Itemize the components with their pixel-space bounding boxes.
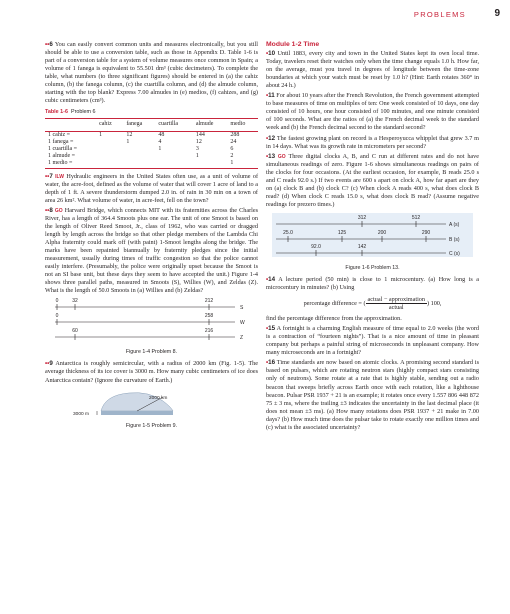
problem-16: •16 Time standards are now based on atomic clocks. A promising second standard is based on pulsars, which are rotating neutron stars (highly compact stars consisting only of neutrons). Some rotate at a rate that is highly stable, sending out a radio beacon that sweeps briefly across Earth once with each rotation, like a lighthouse beacon. Pulsar PSR 1937 + 21 is an example; it rotates once every 1.557 806 448 872 75 ± 3 ms, where the trailing ±3 indicates the uncertainty in the last decimal place (it does not mean ±3 ms). (a) How many rotations does PSR 1937 + 21 make in 7.00 days? (b) How much time does the pulsar take to rotate exactly one million times and (c) what is the associated uncertainty? (266, 359, 479, 431)
s-mid-label: 32 (72, 298, 78, 305)
table-caption: Table 1-6 Problem 6 (45, 109, 96, 116)
table-row: 1 medio = 1 (48, 160, 234, 167)
problem-7: ••7 ILW Hydraulic engineers in the United States often use, as a unit of volume of water, the acre-foot, defined as the volume of water that will cover 1 acre of land to a depth of 1 ft. A severe thunderstorm dumped 2.0 in. of rain in 30 min on a town of area 26 km². What volume of water, in acre-feet, fell on the town? (45, 172, 259, 204)
a-reading-2: 512 (411, 214, 421, 221)
table-header-row: cahiz fanega cuartilla almude medio (45, 119, 258, 131)
problem-8: ••8 GO Harvard Bridge, which connects MIT with its fraternities across the Charles River, has a length of 364.4 Smoots plus one ear. The unit of one Smoot is based on the length of Oliver Reed Smoot, Jr., class of 1962, who was carried or dragged length by length across the bridge so that other pledge members of the Lambda Chi Alpha fraternity could mark off (with paint) 1-Smoot lengths along the bridge. The marks have been repainted biannually by fraternity pledges since the initial measurement, usually during times of traffic congestion so that the police cannot easily interfere. (Presumably, the police were originally upset because the Smoot is not an SI base unit, but these days they seem to have accepted the unit.) Figure 1-4 shows three parallel paths, measured in Smoots (S), Willies (W), and Zeldas (Z). What is the length of 50.0 Smoots in (a) Willies and (b) Zeldas? (45, 206, 259, 295)
percentage-difference-equation: percentage difference = ( $\frac{\text{actual − approximation}}{\text{actual}}$ ) 100, (303, 296, 442, 312)
b-reading-1: 25.0 (283, 229, 293, 236)
problem-14-continued: find the percentage difference from the approximation. (266, 315, 402, 323)
section-title: PROBLEMS (413, 10, 466, 19)
a-unit-label: A (s) (449, 221, 460, 228)
radius-label: 2000 km (149, 395, 168, 401)
thickness-label: 3000 m (73, 411, 89, 417)
figure-caption: Figure 1-5 Problem 9. (125, 422, 178, 429)
w-start-label: 0 (55, 313, 59, 320)
problem-9: ••9 Antarctica is roughly semicircular, with a radius of 2000 km (Fig. 1-5). The average thickness of its ice cover is 3000 m. How many cubic centimeters of ice does Antarctica contain? (Ignore the curvature of Earth.) (45, 360, 258, 384)
s-unit-label: S (240, 305, 244, 312)
b-reading-2: 125 (337, 229, 347, 236)
antarctica-diagram (45, 387, 258, 417)
table-row: 1 cuartilla = 1 3 6 (48, 146, 234, 153)
w-unit-label: W (240, 320, 245, 327)
module-heading: Module 1-2 Time (266, 41, 320, 48)
problem-14: •14 A lecture period (50 min) is close to 1 microcentury. (a) How long is a microcentury in minutes? (b) Using (266, 276, 479, 292)
problem-10: •10 Until 1883, every city and town in the United States kept its own local time. Today, travelers reset their watches only when the time change equals 1.0 h. How far, on the average, must you travel in degrees of longitude between the time-zone boundaries at which your watch must be reset by 1.0 h? (Hint: Earth rotates 360° in about 24 h.) (266, 50, 479, 90)
problem-number: 6 (49, 41, 53, 48)
b-unit-label: B (s) (449, 236, 460, 243)
go-tag: GO (54, 207, 63, 214)
problem-11: •11 For about 10 years after the French Revolution, the French government attempted to base measures of time on multiples of ten: One week consisted of 10 days, one day consisted of 10 hours, one hour consisted of 100 minutes, and one minute consisted of 100 seconds. What are the ratios of (a) the French decimal week to the standard week and (b) the French decimal second to the standard second? (266, 92, 479, 132)
problem-12: •12 The fastest growing plant on record is a Hesperoyucca whipplei that grew 3.7 m in 14 days. What was its growth rate in micrometers per second? (266, 134, 479, 150)
z-start-label: 60 (72, 328, 78, 335)
z-end-label: 216 (204, 328, 214, 335)
figure-1-5 (45, 387, 258, 430)
s-start-label: 0 (55, 298, 59, 305)
page-header (0, 9, 510, 21)
problem-15: •15 A fortnight is a charming English measure of time equal to 2.0 weeks (the word is a contraction of “fourteen nights”). That is a nice amount of time in pleasant company but perhaps a painful string of microseconds in unpleasant company. How many microseconds are in a fortnight? (266, 325, 479, 357)
ilw-tag: ILW (55, 173, 65, 180)
table-row: 1 almude = 1 2 (48, 153, 234, 160)
s-end-label: 212 (204, 298, 214, 305)
problem-13: •13 GO Three digital clocks A, B, and C run at different rates and do not have simultaneous readings of zero. Figure 1-6 shows simultaneous readings on pairs of the clocks for four occasions. (At the earliest occasion, for example, B reads 25.0 s and C reads 92.0 s.) If two events are 600 s apart on clock A, how far apart are they on (a) clock B and (b) clock C? (c) When clock A reads 400 s, what does clock B read? (d) When clock C reads 15.0 s, what does clock B read? (Assume negative readings for prezero times.) (266, 152, 480, 208)
go-tag: GO (277, 153, 286, 160)
a-reading-1: 312 (357, 214, 367, 221)
problem-6: ••6 You can easily convert common units and measures electronically, but you still should be able to use a conversion table, such as those in Appendix D. Table 1-6 is part of a conversion table for a system of volume measures once common in Spain; a volume of 1 fanega is equivalent to 55.501 dm³ (cubic decimeters). To complete the table, what numbers (to three significant figures) should be entered in (a) the cahiz column, (b) the fanega column, (c) the cuartilla column, and (d) the almude column, starting with the top blank? Express 7.00 almudes in (e) medios, (f) cahizes, and (g) cubic centimeters (cm³). (45, 41, 258, 105)
volume-conversion-table (45, 118, 258, 168)
figure-caption: Figure 1-6 Problem 13. (345, 264, 400, 271)
b-reading-3: 200 (377, 229, 387, 236)
smoot-willie-zelda-diagram (45, 297, 258, 343)
left-column (45, 41, 258, 434)
c-unit-label: C (s) (449, 250, 460, 257)
figure-caption: Figure 1-4 Problem 8. (125, 349, 178, 356)
w-end-label: 258 (204, 313, 214, 320)
b-reading-4: 290 (421, 229, 431, 236)
table-row: 1 cahiz = 1 12 48 144 288 (48, 131, 240, 138)
page-number: 9 (494, 8, 500, 19)
c-reading-2: 142 (357, 243, 367, 250)
figure-1-4 (45, 297, 258, 356)
clock-readings-diagram (266, 211, 479, 259)
figure-1-6 (266, 211, 479, 272)
z-unit-label: Z (240, 335, 244, 342)
right-column (266, 41, 479, 434)
problem-text: You can easily convert common units and measures electronically, but you still should be able to use a conversion table, such as those in Appendix D. Table 1-6 is part of a conversion table for a system of volume measures once common in Spain; a volume of 1 fanega is equivalent to 55.501 dm³ (cubic decimeters). To complete the table, what numbers (to three significant figures) should be entered in (a) the cahiz column, (b) the fanega column, (c) the cuartilla column, and (d) the almude column, starting with the top blank? Express 7.00 almudes in (e) medios, (f) cahizes, and (g) cubic centimeters (cm³). (45, 41, 258, 105)
table-row: 1 fanega = 1 4 12 24 (48, 138, 237, 145)
c-reading-1: 92.0 (311, 243, 321, 250)
